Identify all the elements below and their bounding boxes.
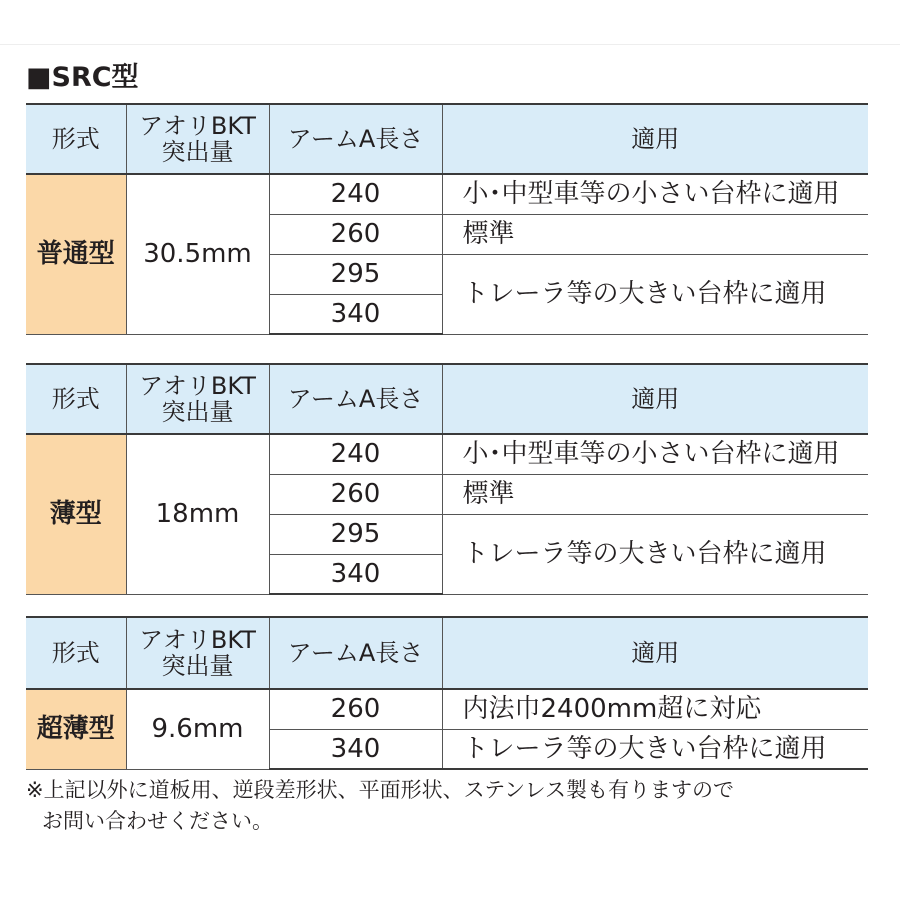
table-header-row: [26, 104, 868, 174]
header-type: 形式: [26, 364, 126, 434]
header-protrusion-line1: アオリBKT: [139, 626, 256, 654]
use-cell: 標準: [442, 474, 868, 514]
footnote-line-1: ※上記以外に道板用、逆段差形状、平面形状、ステンレス製も有りますので: [26, 778, 734, 802]
footnote-line-2: お問い合わせください。: [42, 809, 273, 833]
type-cell: 超薄型: [26, 689, 126, 769]
protrusion-cell: 18mm: [126, 434, 269, 594]
use-cell-merged: トレーラ等の大きい台枠に適用: [442, 514, 868, 594]
arm-length-cell: 240: [269, 434, 442, 474]
header-use: 適用: [442, 104, 868, 174]
protrusion-cell: 9.6mm: [126, 689, 269, 769]
header-use: 適用: [442, 617, 868, 689]
spec-table-thin: [26, 363, 868, 595]
header-arm-length: アームA長さ: [269, 104, 442, 174]
use-cell: 内法巾2400mm超に対応: [442, 689, 868, 729]
arm-length-cell: 240: [269, 174, 442, 214]
arm-length-cell: 260: [269, 214, 442, 254]
table-header-row: [26, 364, 868, 434]
protrusion-cell: 30.5mm: [126, 174, 269, 334]
arm-length-cell: 295: [269, 514, 442, 554]
header-protrusion-line2: 突出量: [161, 652, 234, 680]
arm-length-cell: 260: [269, 474, 442, 514]
header-protrusion-line2: 突出量: [161, 138, 234, 166]
header-protrusion-line2: 突出量: [161, 398, 234, 426]
section-title: ■SRC型: [26, 62, 139, 93]
arm-length-cell: 340: [269, 294, 442, 334]
type-cell: 普通型: [26, 174, 126, 334]
arm-length-cell: 295: [269, 254, 442, 294]
header-protrusion: [126, 104, 269, 174]
use-cell: 標準: [442, 214, 868, 254]
header-arm-length: アームA長さ: [269, 617, 442, 689]
header-protrusion-line1: アオリBKT: [139, 372, 256, 400]
table-row: [26, 434, 868, 474]
header-type: 形式: [26, 617, 126, 689]
footnote: [26, 775, 886, 837]
table-row: [26, 689, 868, 729]
use-cell: 小･中型車等の小さい台枠に適用: [442, 174, 868, 214]
use-cell-merged: トレーラ等の大きい台枠に適用: [442, 254, 868, 334]
header-use: 適用: [442, 364, 868, 434]
spec-table-ultra-thin: [26, 616, 868, 770]
table-header-row: [26, 617, 868, 689]
arm-length-cell: 260: [269, 689, 442, 729]
arm-length-cell: 340: [269, 729, 442, 769]
header-protrusion: [126, 364, 269, 434]
header-type: 形式: [26, 104, 126, 174]
header-protrusion-line1: アオリBKT: [139, 112, 256, 140]
arm-length-cell: 340: [269, 554, 442, 594]
use-cell: 小･中型車等の小さい台枠に適用: [442, 434, 868, 474]
top-divider: [0, 44, 900, 45]
use-cell: トレーラ等の大きい台枠に適用: [442, 729, 868, 769]
header-protrusion: [126, 617, 269, 689]
header-arm-length: アームA長さ: [269, 364, 442, 434]
type-cell: 薄型: [26, 434, 126, 594]
table-row: [26, 174, 868, 214]
spec-table-standard: [26, 103, 868, 335]
